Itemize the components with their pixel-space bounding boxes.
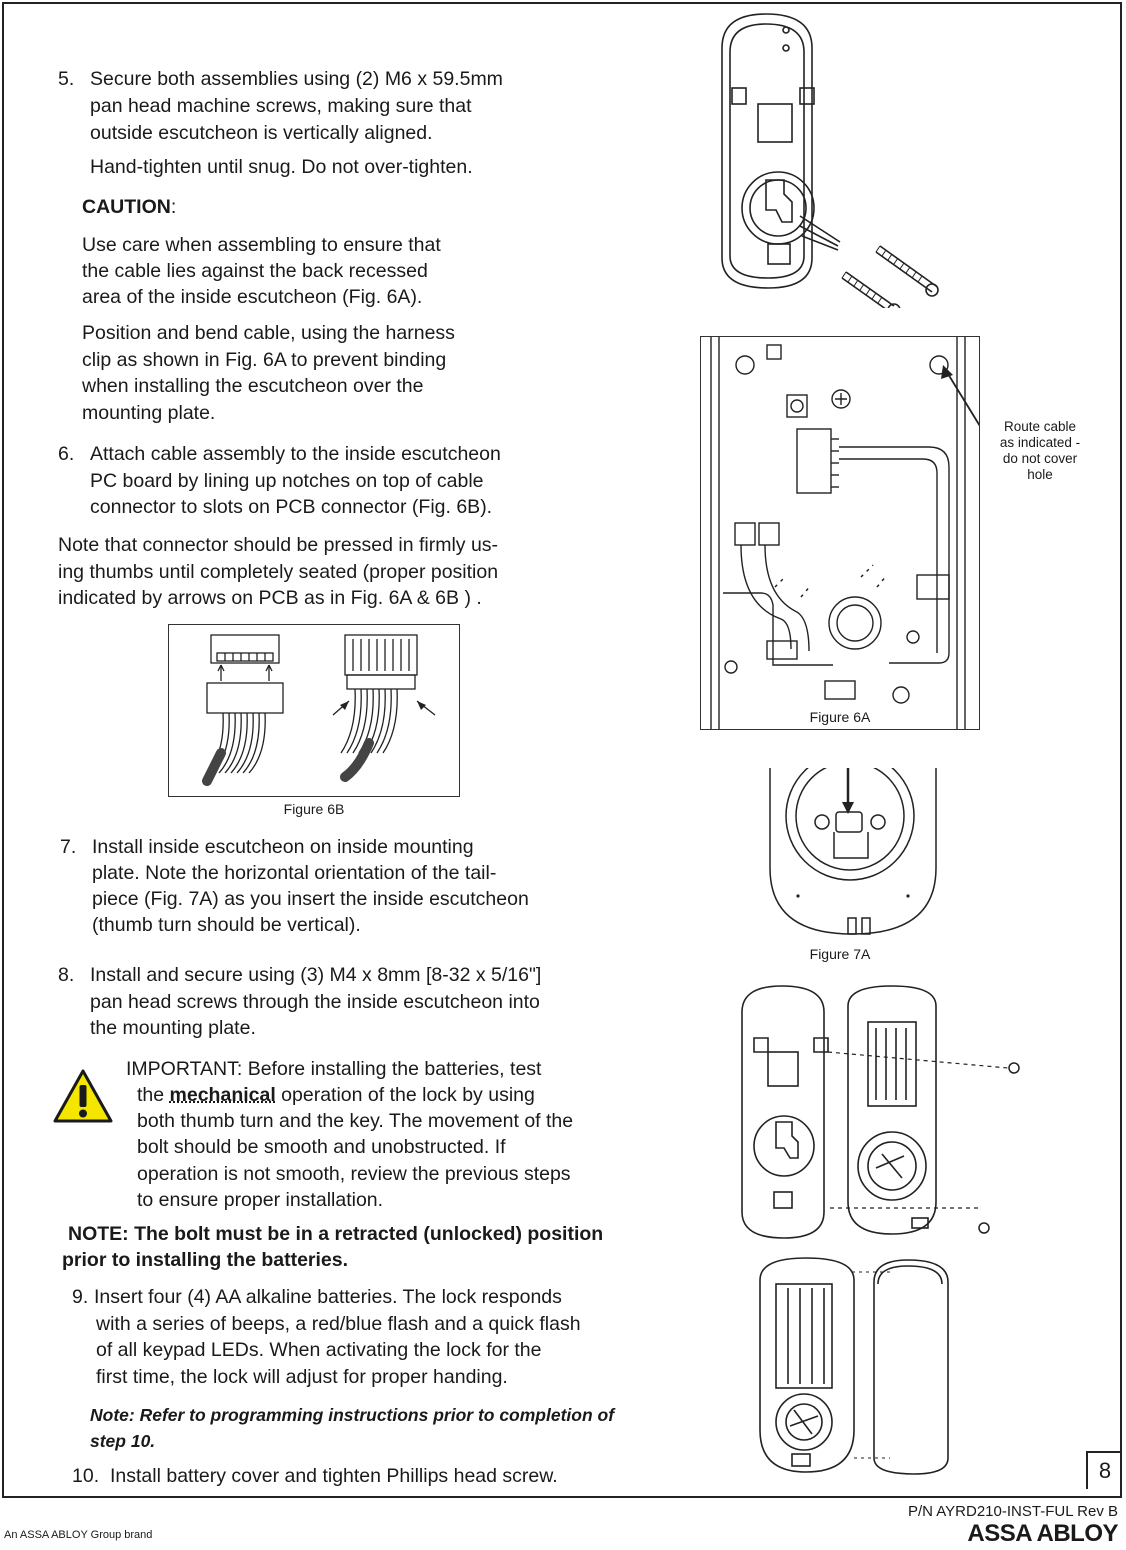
programming-note: Note: Refer to programming instructions prior to completion of <box>90 1405 615 1425</box>
caution-text: Use care when assembling to ensure that <box>82 234 441 256</box>
figure-6a-callout: Route cable as indicated - do not cover hole <box>999 419 1081 482</box>
caution-text: clip as shown in Fig. 6A to prevent binding <box>82 349 447 371</box>
caution-text: area of the inside escutcheon (Fig. 6A). <box>82 286 423 308</box>
step-text: connector to slots on PCB connector (Fig. 6B). <box>90 496 493 518</box>
step-text: PC board by lining up notches on top of cable <box>90 470 484 492</box>
important-text: IMPORTANT: Before installing the batteries, test <box>126 1058 542 1080</box>
assa-abloy-logo: ASSA ABLOY <box>967 1520 1118 1547</box>
step-text: pan head machine screws, making sure that <box>90 95 472 117</box>
step-text: (thumb turn should be vertical). <box>92 914 361 936</box>
step-text: outside escutcheon is vertically aligned. <box>90 122 433 144</box>
part-number: P/N AYRD210-INST-FUL Rev B <box>907 1503 1118 1520</box>
important-text: to ensure proper installation. <box>137 1189 384 1211</box>
figure-6b-caption: Figure 6B <box>283 801 345 817</box>
bolt-note: prior to installing the batteries. <box>62 1249 349 1271</box>
important-text: the mechanical operation of the lock by using <box>137 1084 535 1106</box>
important-text: bolt should be smooth and unobstructed. If <box>137 1136 506 1158</box>
step-text: plate. Note the horizontal orientation of the tail- <box>92 862 497 884</box>
important-text: operation is not smooth, review the previous steps <box>137 1163 571 1185</box>
escutcheon-mount-illustration <box>736 982 1026 1244</box>
note-text: indicated by arrows on PCB as in Fig. 6A & 6B ) . <box>58 587 482 609</box>
connector-illustration <box>169 625 459 796</box>
step-text: Install and secure using (3) M4 x 8mm [8-32 x 5/16"] <box>90 964 542 986</box>
caution-text: mounting plate. <box>82 402 216 424</box>
step-number: 10. <box>72 1465 100 1487</box>
step-text: piece (Fig. 7A) as you insert the inside escutcheon <box>92 888 529 910</box>
step-text: Insert four (4) AA alkaline batteries. The lock responds <box>94 1286 562 1308</box>
note-text: ing thumbs until completely seated (proper position <box>58 561 499 583</box>
figure-6a-caption: Figure 6A <box>809 709 871 725</box>
figure-7a-caption: Figure 7A <box>809 946 871 962</box>
figure-6a <box>700 336 980 730</box>
step-text: first time, the lock will adjust for proper handing. <box>96 1366 508 1388</box>
step-text: Install battery cover and tighten Phillips head screw. <box>110 1465 558 1487</box>
step-text: Install inside escutcheon on inside mounting <box>92 836 474 858</box>
brand-line: An ASSA ABLOY Group brand <box>4 1529 153 1541</box>
figure-6b <box>168 624 460 797</box>
step-number: 5. <box>58 68 75 90</box>
caution-text: Position and bend cable, using the harness <box>82 322 455 344</box>
step-text: the mounting plate. <box>90 1017 256 1039</box>
bolt-note: NOTE: The bolt must be in a retracted (unlocked) position <box>68 1223 604 1245</box>
step-number: 6. <box>58 443 75 465</box>
pcb-illustration <box>701 337 979 729</box>
step-text: with a series of beeps, a red/blue flash and a quick flash <box>96 1313 581 1335</box>
page-number: 8 <box>1086 1451 1122 1489</box>
step-number: 9. <box>72 1286 89 1308</box>
note-text: Note that connector should be pressed in firmly us- <box>58 534 499 556</box>
step-number: 7. <box>60 836 77 858</box>
step-text: Secure both assemblies using (2) M6 x 59.5mm <box>90 68 503 90</box>
programming-note: step 10. <box>90 1431 156 1451</box>
step-number: 8. <box>58 964 75 986</box>
step-text: of all keypad LEDs. When activating the lock for the <box>96 1339 542 1361</box>
important-text: both thumb turn and the key. The movement of the <box>137 1110 574 1132</box>
step-text: Attach cable assembly to the inside escutcheon <box>90 443 501 465</box>
caution-heading: CAUTION: <box>82 196 177 218</box>
escutcheon-screws-illustration <box>700 8 950 308</box>
battery-cover-illustration <box>752 1254 964 1476</box>
caution-text: when installing the escutcheon over the <box>82 375 424 397</box>
step-text: Hand-tighten until snug. Do not over-tighten. <box>90 156 473 178</box>
step-text: pan head screws through the inside escutcheon into <box>90 991 540 1013</box>
figure-7a-illustration <box>764 768 942 938</box>
warning-icon <box>52 1068 114 1124</box>
caution-text: the cable lies against the back recessed <box>82 260 428 282</box>
